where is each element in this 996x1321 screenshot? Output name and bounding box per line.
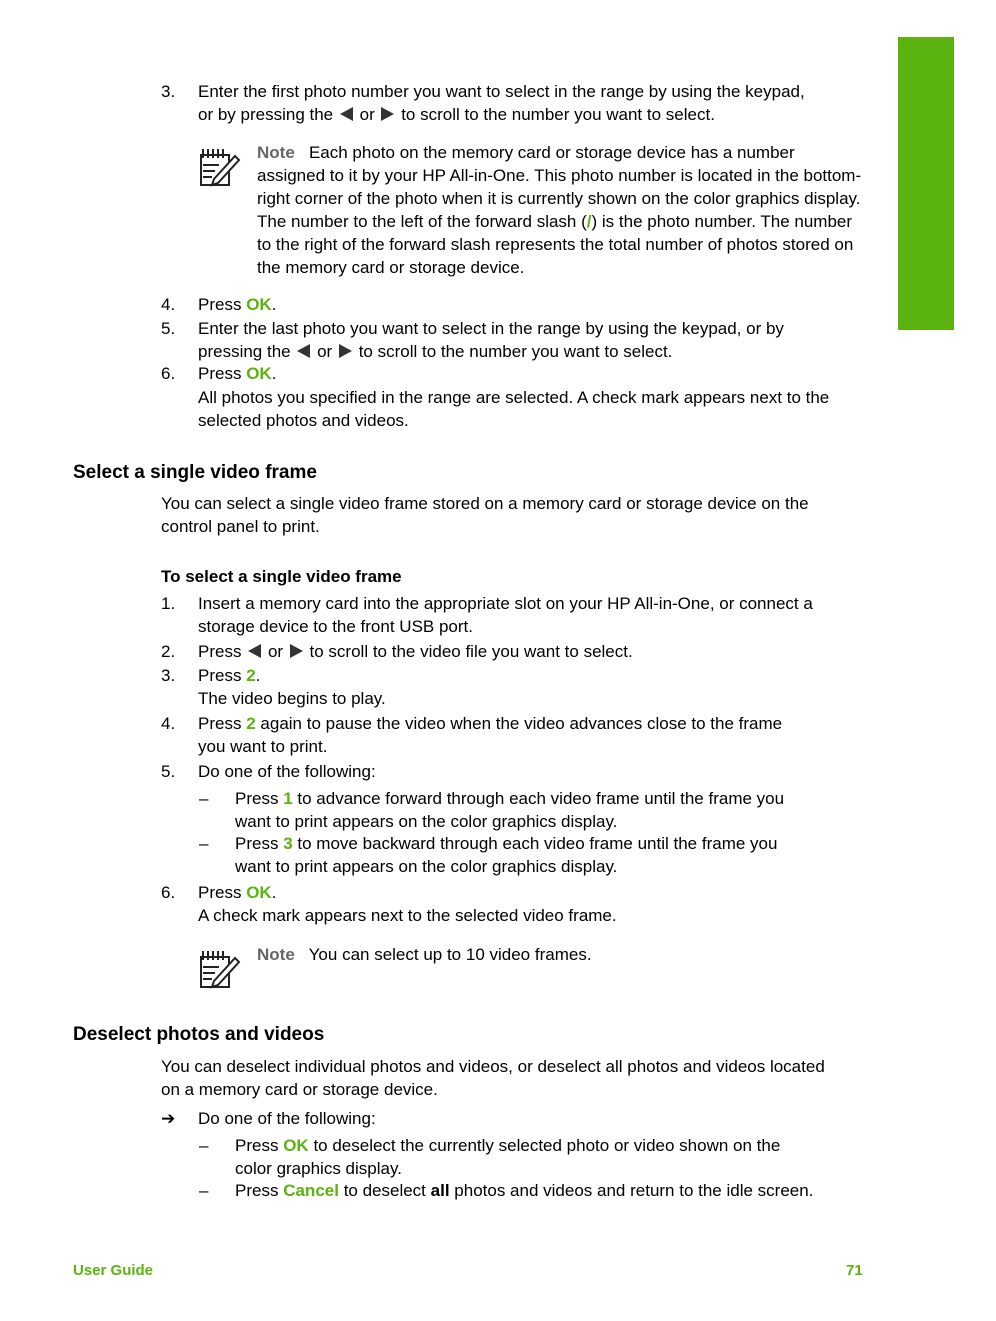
side-tab-label: Photos and videos — [980, 47, 996, 172]
side-tab — [898, 37, 996, 330]
procedure-heading: To select a single video frame — [161, 567, 402, 586]
step-number: 6. — [161, 883, 176, 902]
step-text: Press OK. A check mark appears next to the selected video frame. — [198, 883, 617, 925]
sub-item: Press Cancel to deselect all photos and videos and return to the idle screen. — [235, 1181, 814, 1200]
step-text: Press OK. — [198, 364, 277, 383]
right-arrow-icon — [290, 644, 303, 658]
step-text: Do one of the following: — [198, 762, 376, 781]
step-result: All photos you specified in the range are selected. A check mark appears next to the selected photos and videos. — [198, 388, 830, 430]
left-arrow-icon — [340, 107, 353, 121]
step-result: The video begins to play. — [198, 689, 386, 708]
key-1: 1 — [283, 789, 293, 808]
bullet-dash: – — [199, 789, 209, 808]
note-label: Note — [257, 945, 295, 964]
key-3: 3 — [283, 834, 293, 853]
right-arrow-icon — [339, 344, 352, 358]
sub-item: Press 1 to advance forward through each video frame until the frame you want to print appears on the color graphics display. — [235, 789, 785, 831]
right-arrow-icon — [381, 107, 394, 121]
step-text: Enter the last photo you want to select in the range by using the keypad, or by pressing the or to scroll to the number you want to select. — [198, 319, 784, 361]
sub-item: Press 3 to move backward through each video frame until the frame you want to print appears on the color graphics display. — [235, 834, 778, 876]
note-label: Note — [257, 143, 295, 162]
note-icon — [198, 146, 240, 188]
step-number: 1. — [161, 594, 176, 613]
footer-title: User Guide — [73, 1262, 154, 1279]
step-text: Enter the first photo number you want to select in the range by using the keypad, or by pressing the or to scroll to the number you want to select. — [198, 82, 805, 124]
step-text: Press OK. — [198, 295, 277, 314]
section-intro: You can select a single video frame stored on a memory card or storage device on the control panel to print. — [161, 494, 809, 536]
left-arrow-icon — [248, 644, 261, 658]
arrow-bullet: ➔ — [161, 1109, 176, 1128]
step-result: A check mark appears next to the selected video frame. — [198, 906, 617, 925]
step-text: Press 2 again to pause the video when the video advances close to the frame you want to print. — [198, 714, 783, 756]
step-number: 2. — [161, 642, 176, 661]
step-number: 4. — [161, 714, 176, 733]
key-2: 2 — [246, 714, 256, 733]
left-arrow-icon — [297, 344, 310, 358]
page-number: 71 — [846, 1262, 863, 1279]
step-number: 6. — [161, 364, 176, 383]
section-heading: Deselect photos and videos — [73, 1024, 325, 1045]
note-text: Note Each photo on the memory card or storage device has a number assigned to it by your HP All-in-One. This photo number is located in the bottom-right corner of the photo when it is currently shown on the color graphics display. The number to the left of the forward slash (/) is the photo number. The number to the right of the forward slash represents the total number of photos stored on the memory card or storage device. — [257, 143, 862, 277]
sub-item: Press OK to deselect the currently selected photo or video shown on the color graphics display. — [235, 1136, 781, 1178]
ok-key: OK — [246, 295, 272, 314]
section-heading: Select a single video frame — [73, 462, 317, 483]
ok-key: OK — [246, 364, 272, 383]
note-text: Note You can select up to 10 video frames. — [257, 945, 592, 964]
ok-key: OK — [283, 1136, 309, 1155]
step-text: Press or to scroll to the video file you want to select. — [198, 642, 633, 661]
step-number: 3. — [161, 666, 176, 685]
bullet-dash: – — [199, 1181, 209, 1200]
step-number: 5. — [161, 319, 176, 338]
key-2: 2 — [246, 666, 256, 685]
cancel-key: Cancel — [283, 1181, 339, 1200]
bullet-dash: – — [199, 1136, 209, 1155]
step-text: Do one of the following: — [198, 1109, 376, 1128]
step-number: 5. — [161, 762, 176, 781]
section-intro: You can deselect individual photos and videos, or deselect all photos and videos located on a memory card or storage device. — [161, 1057, 825, 1099]
step-number: 3. — [161, 82, 176, 101]
step-text: Press 2. The video begins to play. — [198, 666, 386, 708]
step-text: Insert a memory card into the appropriate slot on your HP All-in-One, or connect a storage device to the front USB port. — [198, 594, 813, 636]
note-icon — [198, 948, 240, 990]
bullet-dash: – — [199, 834, 209, 853]
ok-key: OK — [246, 883, 272, 902]
step-number: 4. — [161, 295, 176, 314]
